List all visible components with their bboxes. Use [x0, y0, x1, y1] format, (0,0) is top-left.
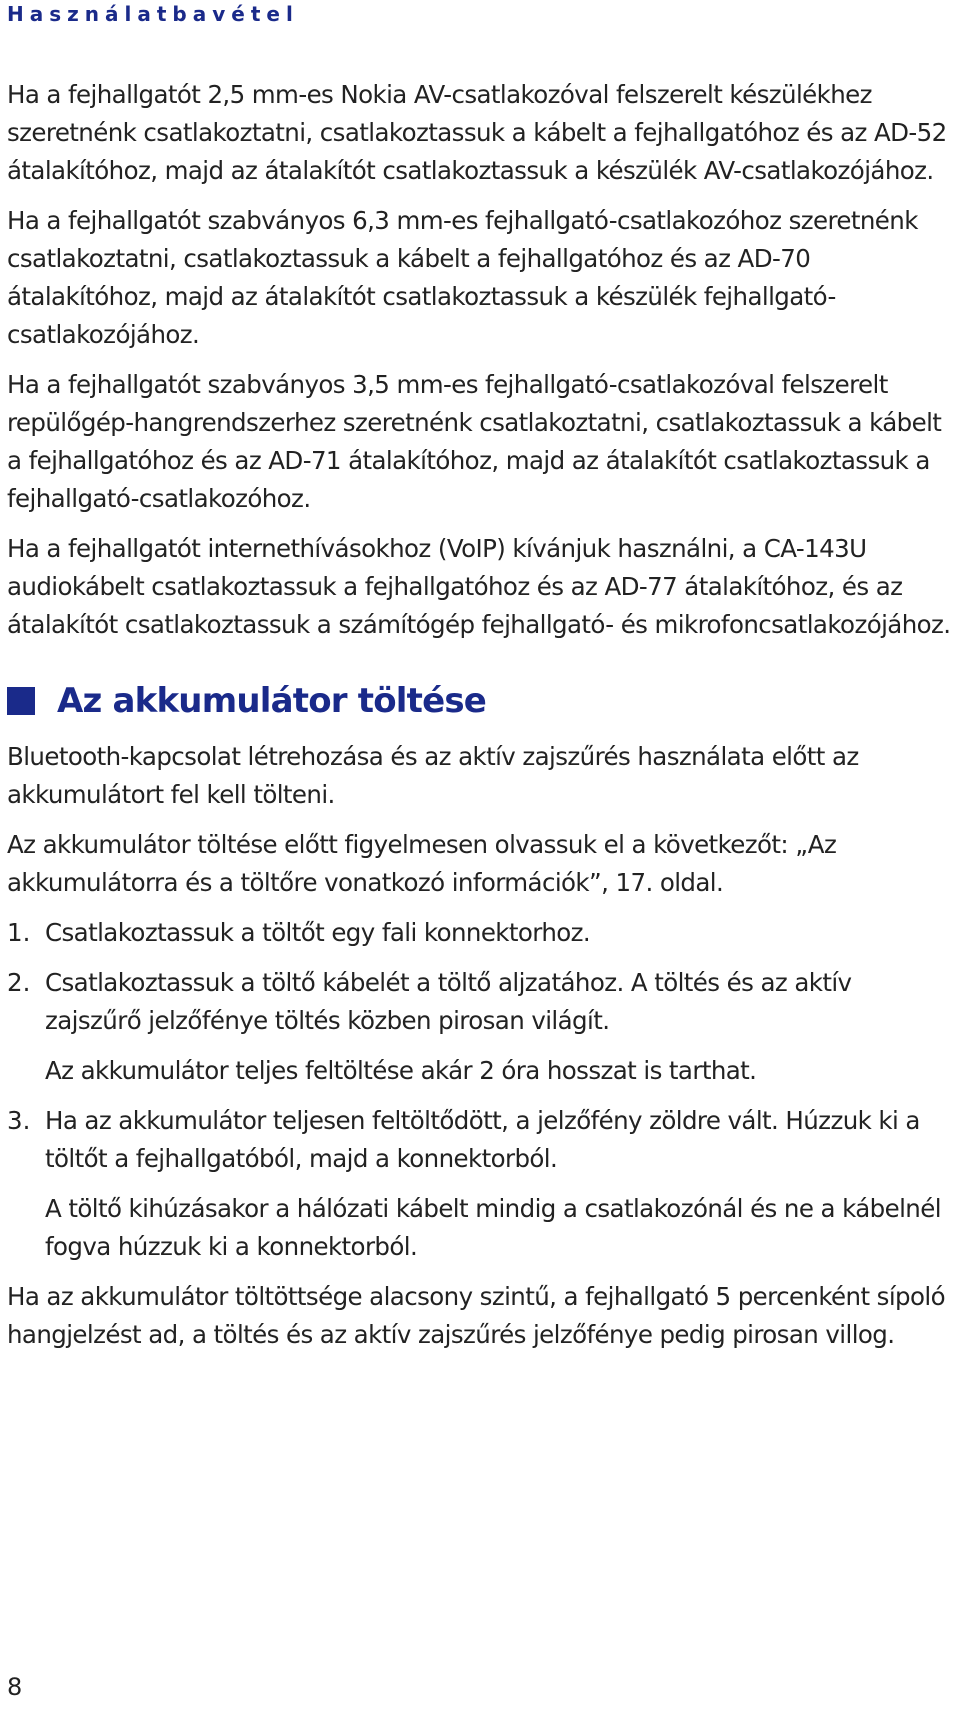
list-item-body — [45, 1102, 952, 1266]
list-item — [7, 1102, 952, 1266]
list-item-text: Csatlakoztassuk a töltőt egy fali konnektorhoz. — [45, 918, 591, 947]
list-item-note: Az akkumulátor teljes feltöltése akár 2 óra hosszat is tarthat. — [45, 1056, 757, 1085]
paragraph-av-connector: Ha a fejhallgatót 2,5 mm-es Nokia AV-csatlakozóval felszerelt készülékhez szeretnénk csatlakoztatni, csatlakoztassuk a kábelt a fejhallgatóhoz és az AD-52 átalakítóhoz, majd az átalakítót csatlakoztassuk a készülék AV-csatlakozójához. — [7, 80, 947, 185]
square-bullet-icon — [7, 687, 35, 715]
list-item-text: Ha az akkumulátor teljesen feltöltődött, a jelzőfény zöldre vált. Húzzuk ki a töltőt a fejhallgatóból, majd a konnektorból. — [45, 1106, 920, 1173]
paragraph-3-5mm-connector: Ha a fejhallgatót szabványos 3,5 mm-es fejhallgató-csatlakozóval felszerelt repülőgép-hangrendszerhez szeretnénk csatlakoztatni, csatlakoztassuk a kábelt a fejhallgatóhoz és az AD-71 átalakítóhoz, majd az átalakítót csatlakoztassuk a fejhallgató-csatlakozóhoz. — [7, 370, 942, 513]
section-reference-paragraph: Az akkumulátor töltése előtt figyelmesen olvassuk el a következőt: „Az akkumulátorra és a töltőre vonatkozó információk”, 17. oldal. — [7, 830, 837, 897]
page-content — [7, 76, 952, 1366]
list-item-body — [45, 964, 952, 1090]
section-intro-paragraph: Bluetooth-kapcsolat létrehozása és az aktív zajszűrés használata előtt az akkumulátort fel kell tölteni. — [7, 742, 859, 809]
paragraph-voip: Ha a fejhallgatót internethívásokhoz (VoIP) kívánjuk használni, a CA-143U audiokábelt csatlakoztassuk a fejhallgatóhoz és az AD-77 átalakítóhoz, és az átalakítót csatlakoztassuk a számítógép fejhallgató- és mikrofoncsatlakozójához. — [7, 534, 951, 639]
page-number: 8 — [7, 1673, 23, 1701]
list-item-number: 2. — [7, 968, 31, 997]
list-item-body — [45, 914, 952, 952]
list-item — [7, 914, 952, 952]
list-item-text: Csatlakoztassuk a töltő kábelét a töltő aljzatához. A töltés és az aktív zajszűrő jelzőfénye töltés közben pirosan világít. — [45, 968, 852, 1035]
closing-paragraph: Ha az akkumulátor töltöttsége alacsony szintű, a fejhallgató 5 percenként sípoló hangjelzést ad, a töltés és az aktív zajszűrés jelzőfénye pedig pirosan villog. — [7, 1282, 945, 1349]
section-title: Az akkumulátor töltése — [57, 681, 487, 721]
paragraph-6-3mm-connector: Ha a fejhallgatót szabványos 6,3 mm-es fejhallgató-csatlakozóhoz szeretnénk csatlakoztatni, csatlakoztassuk a kábelt a fejhallgatóhoz és az AD-70 átalakítóhoz, majd az átalakítót csatlakoztassuk a készülék fejhallgató-csatlakozójához. — [7, 206, 918, 349]
charging-steps-list — [7, 914, 952, 1266]
section-heading — [7, 678, 952, 724]
list-item-number: 1. — [7, 918, 31, 947]
list-item-note: A töltő kihúzásakor a hálózati kábelt mindig a csatlakozónál és ne a kábelnél fogva húzzuk ki a konnektorból. — [45, 1194, 941, 1261]
list-item-number: 3. — [7, 1106, 31, 1135]
list-item — [7, 964, 952, 1090]
running-header: Használatbavétel — [7, 2, 299, 26]
